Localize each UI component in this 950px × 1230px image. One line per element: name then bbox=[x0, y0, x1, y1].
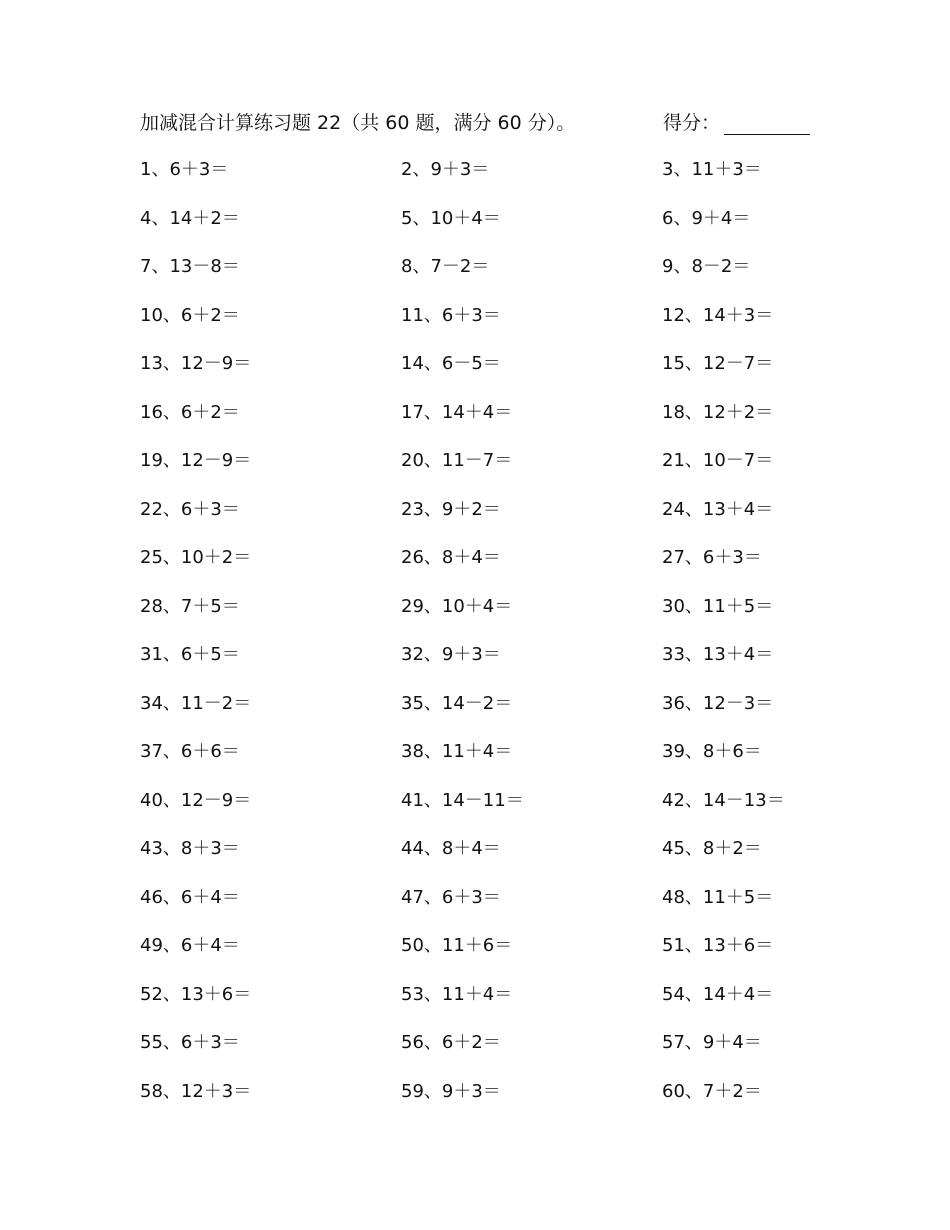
problem-item: 47、6＋3＝ bbox=[401, 886, 501, 908]
problem-grid bbox=[140, 158, 862, 1128]
score-blank-line bbox=[724, 114, 810, 135]
problem-item: 35、14－2＝ bbox=[401, 692, 513, 714]
problem-item: 9、8－2＝ bbox=[662, 256, 751, 277]
problem-item: 18、12＋2＝ bbox=[662, 401, 774, 423]
problem-item: 3、11＋3＝ bbox=[662, 159, 762, 180]
problem-item: 60、7＋2＝ bbox=[662, 1080, 762, 1102]
problem-item: 30、11＋5＝ bbox=[662, 595, 774, 617]
problem-item: 39、8＋6＝ bbox=[662, 741, 762, 762]
problem-item: 24、13＋4＝ bbox=[662, 498, 774, 520]
problem-item: 19、12－9＝ bbox=[140, 450, 252, 471]
score-field bbox=[663, 108, 810, 135]
problem-item: 58、12＋3＝ bbox=[140, 1080, 252, 1102]
problem-item: 25、10＋2＝ bbox=[140, 547, 252, 568]
problem-item: 46、6＋4＝ bbox=[140, 886, 240, 908]
problem-item: 54、14＋4＝ bbox=[662, 983, 774, 1005]
problem-item: 38、11＋4＝ bbox=[401, 741, 513, 762]
problem-item: 45、8＋2＝ bbox=[662, 838, 762, 859]
problem-item: 21、10－7＝ bbox=[662, 450, 774, 471]
problem-item: 55、6＋3＝ bbox=[140, 1032, 240, 1053]
problem-item: 36、12－3＝ bbox=[662, 692, 774, 714]
problem-item: 26、8＋4＝ bbox=[401, 547, 501, 568]
problem-item: 33、13＋4＝ bbox=[662, 644, 774, 665]
problem-item: 15、12－7＝ bbox=[662, 353, 774, 374]
worksheet-title: 加减混合计算练习题 22（共 60 题，满分 60 分）。 bbox=[140, 112, 576, 134]
problem-item: 14、6－5＝ bbox=[401, 353, 501, 374]
problem-item: 37、6＋6＝ bbox=[140, 741, 240, 762]
problem-item: 41、14－11＝ bbox=[401, 789, 524, 811]
problem-item: 59、9＋3＝ bbox=[401, 1080, 501, 1102]
problem-item: 17、14＋4＝ bbox=[401, 401, 513, 423]
problem-item: 27、6＋3＝ bbox=[662, 547, 762, 568]
problem-item: 16、6＋2＝ bbox=[140, 401, 240, 423]
problem-item: 7、13－8＝ bbox=[140, 256, 240, 277]
problem-item: 1、6＋3＝ bbox=[140, 159, 229, 180]
problem-item: 51、13＋6＝ bbox=[662, 935, 774, 956]
problem-item: 34、11－2＝ bbox=[140, 692, 252, 714]
problem-item: 2、9＋3＝ bbox=[401, 159, 490, 180]
problem-item: 6、9＋4＝ bbox=[662, 207, 751, 229]
problem-item: 40、12－9＝ bbox=[140, 789, 252, 811]
problem-item: 10、6＋2＝ bbox=[140, 304, 240, 326]
problem-item: 5、10＋4＝ bbox=[401, 207, 501, 229]
problem-item: 42、14－13＝ bbox=[662, 789, 785, 811]
problem-item: 52、13＋6＝ bbox=[140, 983, 252, 1005]
problem-item: 12、14＋3＝ bbox=[662, 304, 774, 326]
problem-item: 44、8＋4＝ bbox=[401, 838, 501, 859]
problem-item: 43、8＋3＝ bbox=[140, 838, 240, 859]
problem-item: 4、14＋2＝ bbox=[140, 207, 240, 229]
problem-item: 13、12－9＝ bbox=[140, 353, 252, 374]
problem-item: 8、7－2＝ bbox=[401, 256, 490, 277]
problem-item: 11、6＋3＝ bbox=[401, 304, 501, 326]
problem-item: 48、11＋5＝ bbox=[662, 886, 774, 908]
problem-item: 28、7＋5＝ bbox=[140, 595, 240, 617]
problem-item: 56、6＋2＝ bbox=[401, 1032, 501, 1053]
problem-item: 50、11＋6＝ bbox=[401, 935, 513, 956]
problem-item: 29、10＋4＝ bbox=[401, 595, 513, 617]
problem-item: 31、6＋5＝ bbox=[140, 644, 240, 665]
problem-item: 22、6＋3＝ bbox=[140, 498, 240, 520]
problem-item: 57、9＋4＝ bbox=[662, 1032, 762, 1053]
problem-item: 32、9＋3＝ bbox=[401, 644, 501, 665]
problem-item: 53、11＋4＝ bbox=[401, 983, 513, 1005]
problem-item: 20、11－7＝ bbox=[401, 450, 513, 471]
score-label: 得分： bbox=[663, 112, 721, 134]
problem-item: 49、6＋4＝ bbox=[140, 935, 240, 956]
problem-item: 23、9＋2＝ bbox=[401, 498, 501, 520]
